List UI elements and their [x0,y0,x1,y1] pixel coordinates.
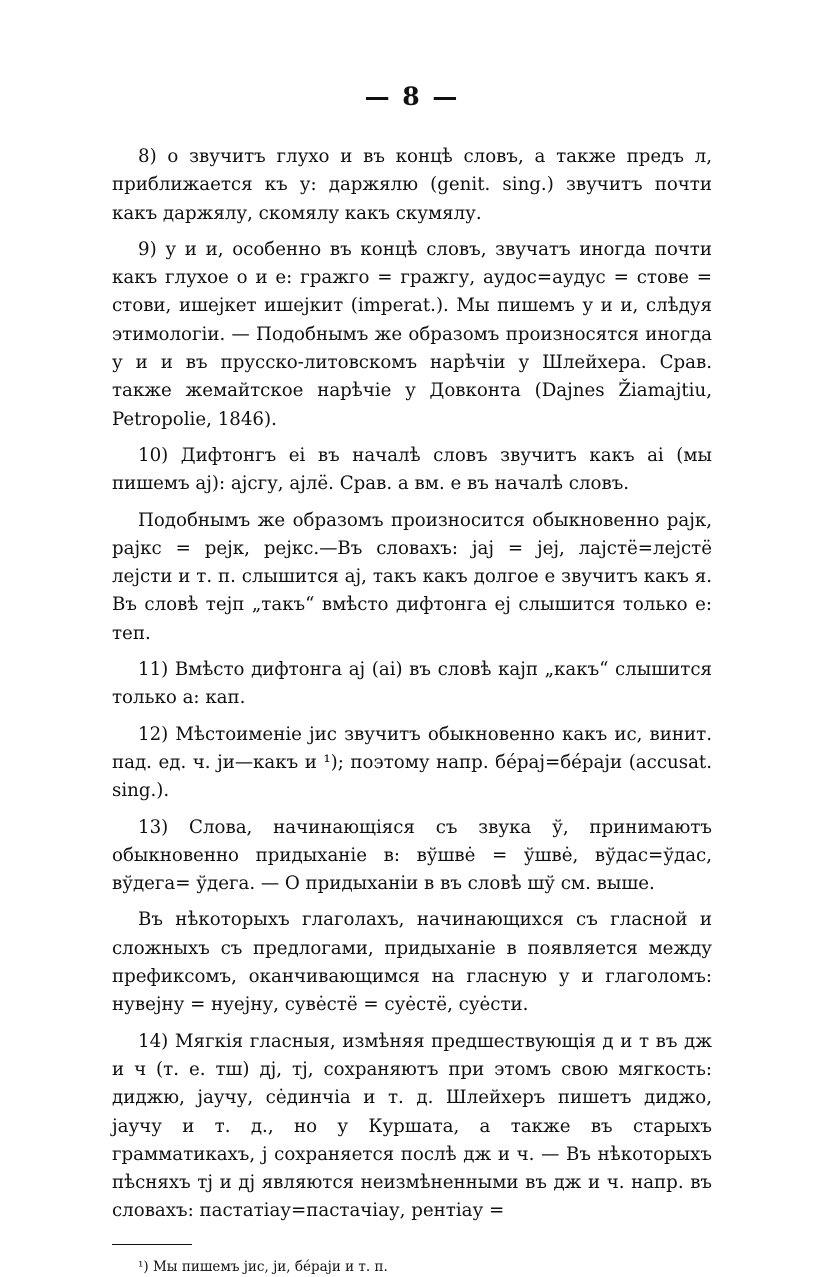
paragraph-11: 11) Вмѣсто дифтонга ај (аі) въ словѣ кајп „какъ“ слышится только а: кап. [112,659,712,709]
body-text [112,143,712,1226]
book-page [112,82,712,1277]
footnote-divider [112,1244,192,1245]
paragraph-9: 9) у и и, особенно въ концѣ словъ, звучатъ иногда почти какъ глухое о и е: гражго = гражгу, аудос=аудус = стове = стови, ишејкет ишејкит (imperat.). Мы пишемъ у и и, слѣдуя этимологіи. — Подобнымъ же образомъ произносятся иногда у и и въ прусско-литовскомъ нарѣчіи у Шлейхера. Срав. также жемайтское нарѣчіе у Довконта (Dajnes Žiamajtiu, Petropolie, 1846). [112,238,712,430]
page-number: — 8 — [364,82,460,111]
paragraph-13: 13) Слова, начинающіяся съ звука ў, принимаютъ обыкновенно придыханіе в: вўшвė = ўшвė, вўдас=ўдас, вўдега= ўдега. — О придыханіи в въ словѣ шў см. выше. [112,816,712,895]
footnote: ¹) Мы пишемъ јис, ји, бéраји и т. п. [138,1258,388,1275]
paragraph-10-continued: Подобнымъ же образомъ произносится обыкновенно рајк, рајкс = рејк, рејкс.—Въ словахъ: јај = јеј, лајстё=лејстё лејсти и т. п. слышится ај, такъ какъ долгое е звучитъ какъ я. Въ словѣ тејп „такъ“ вмѣсто дифтонга еј слышится только е: теп. [112,509,712,644]
paragraph-14: 14) Мягкія гласныя, измѣняя предшествующія д и т въ дж и ч (т. е. тш) дј, тј, сохраняютъ при этомъ свою мягкость: диджю, јаучу, сėдинчіа и т. д. Шлейхеръ пишетъ диджо, јаучу и т. д., но у Куршата, а также въ старыхъ грамматикахъ, ј сохраняется послѣ дж и ч. — Въ нѣкоторыхъ пѣсняхъ тј и дј являются неизмѣненными въ дж и ч. напр. въ словахъ: пастатіау=пастачіау, рентіау = [112,1030,712,1222]
paragraph-12: 12) Мѣстоименіе јис звучитъ обыкновенно какъ ис, винит. пад. ед. ч. ји—какъ и ¹); поэтому напр. бéрај=бéраји (accusat. sing.). [112,723,712,802]
paragraph-8: 8) о звучитъ глухо и въ концѣ словъ, а также предъ л, приближается къ у: даржялю (genit. sing.) звучитъ почти какъ даржялу, скомялу какъ скумялу. [112,146,712,224]
paragraph-13-continued: Въ нѣкоторыхъ глаголахъ, начинающихся съ гласной и сложныхъ съ предлогами, придыханіе в появляется между префиксомъ, оканчивающимся на гласную у и глаголомъ: нувејну = нуејну, сувėстё = суėстё, суėсти. [112,909,712,1016]
paragraph-10: 10) Дифтонгъ еі въ началѣ словъ звучитъ какъ аі (мы пишемъ ај): ајсгу, ајлё. Срав. а вм. е въ началѣ словъ. [112,444,712,495]
